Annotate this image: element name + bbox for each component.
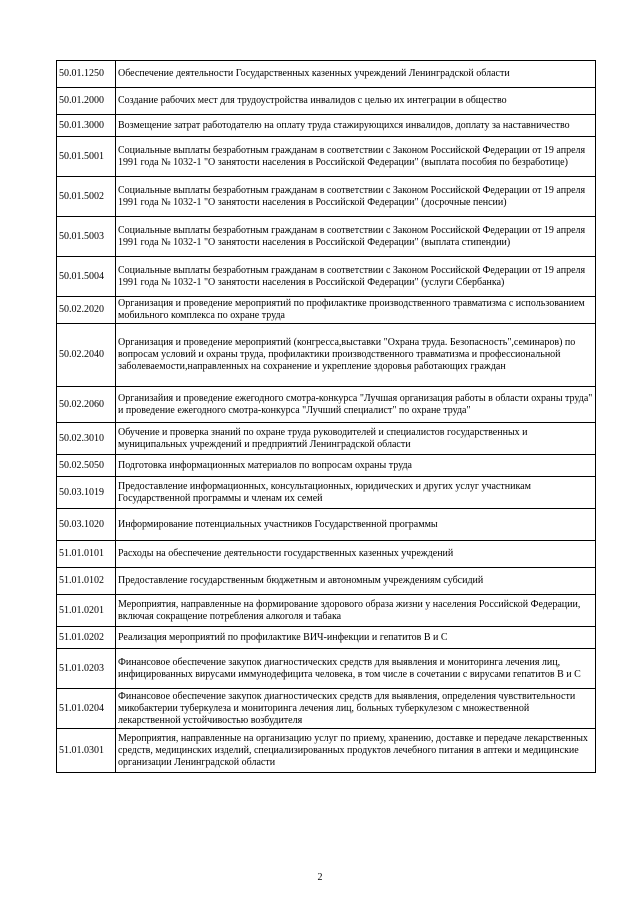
table-row	[57, 423, 596, 455]
table-row	[57, 387, 596, 423]
row-description: Подготовка информационных материалов по вопросам охраны труда	[116, 455, 596, 477]
table-row	[57, 61, 596, 88]
row-description: Реализация мероприятий по профилактике ВИЧ-инфекции и гепатитов В и С	[116, 627, 596, 649]
row-description: Предоставление информационных, консультационных, юридических и других услуг участникам Государственной программы и членам их семей	[116, 477, 596, 509]
row-code: 51.01.0102	[57, 568, 116, 595]
row-description: Предоставление государственным бюджетным и автономным учреждениям субсидий	[116, 568, 596, 595]
table-row	[57, 689, 596, 729]
table-row	[57, 297, 596, 324]
row-code: 50.01.2000	[57, 88, 116, 115]
row-description: Мероприятия, направленные на организацию услуг по приему, хранению, доставке и передаче лекарственных средств, медицинских изделий, специализированных продуктов лечебного питания в аптеки и медицинские организации Ленинградской области	[116, 729, 596, 773]
row-description: Мероприятия, направленные на формирование здорового образа жизни у населения Российской Федерации, включая сокращение потребления алкоголя и табака	[116, 595, 596, 627]
table-row	[57, 541, 596, 568]
row-code: 51.01.0202	[57, 627, 116, 649]
row-code: 50.02.3010	[57, 423, 116, 455]
table-row	[57, 595, 596, 627]
table-row	[57, 257, 596, 297]
table-row	[57, 217, 596, 257]
row-code: 50.03.1020	[57, 509, 116, 541]
table-row	[57, 729, 596, 773]
row-description: Социальные выплаты безработным гражданам в соответствии с Законом Российской Федерации от 19 апреля 1991 года № 1032-1 "О занятости населения в Российской Федерации" (услуги Сбербанка)	[116, 257, 596, 297]
table-row	[57, 568, 596, 595]
table-row	[57, 177, 596, 217]
table-row	[57, 88, 596, 115]
row-code: 50.01.5001	[57, 137, 116, 177]
row-description: Финансовое обеспечение закупок диагностических средств для выявления, определения чувствительности микобактерии туберкулеза и мониторинга лечения лиц, больных туберкулезом с множественной лекарственной устойчивостью возбудителя	[116, 689, 596, 729]
row-description: Информирование потенциальных участников Государственной программы	[116, 509, 596, 541]
budget-codes-table	[56, 60, 596, 773]
table-row	[57, 455, 596, 477]
row-description: Социальные выплаты безработным гражданам в соответствии с Законом Российской Федерации от 19 апреля 1991 года № 1032-1 "О занятости населения в Российской Федерации" (досрочные пенсии)	[116, 177, 596, 217]
row-description: Финансовое обеспечение закупок диагностических средств для выявления и мониторинга лечения лиц, инфицированных вирусами иммунодефицита человека, в том числе в сочетании с вирусами гепатитов В и С	[116, 649, 596, 689]
row-description: Социальные выплаты безработным гражданам в соответствии с Законом Российской Федерации от 19 апреля 1991 года № 1032-1 "О занятости населения в Российской Федерации" (выплата стипендии)	[116, 217, 596, 257]
row-description: Создание рабочих мест для трудоустройства инвалидов с целью их интеграции в общество	[116, 88, 596, 115]
table-row	[57, 137, 596, 177]
row-code: 50.02.2060	[57, 387, 116, 423]
row-code: 50.01.3000	[57, 115, 116, 137]
row-code: 50.01.1250	[57, 61, 116, 88]
row-description: Обеспечение деятельности Государственных казенных учреждений Ленинградской области	[116, 61, 596, 88]
row-description: Расходы на обеспечение деятельности государственных казенных учреждений	[116, 541, 596, 568]
table-row	[57, 509, 596, 541]
table-row	[57, 324, 596, 387]
row-code: 50.02.2020	[57, 297, 116, 324]
table-row	[57, 649, 596, 689]
row-code: 51.01.0204	[57, 689, 116, 729]
row-code: 50.01.5002	[57, 177, 116, 217]
table-row	[57, 627, 596, 649]
row-description: Обучение и проверка знаний по охране труда руководителей и специалистов государственных и муниципальных учреждений и предприятий Ленинградской области	[116, 423, 596, 455]
row-description: Возмещение затрат работодателю на оплату труда стажирующихся инвалидов, доплату за наставничество	[116, 115, 596, 137]
row-code: 50.02.2040	[57, 324, 116, 387]
row-code: 50.01.5003	[57, 217, 116, 257]
row-code: 51.01.0101	[57, 541, 116, 568]
row-code: 51.01.0201	[57, 595, 116, 627]
page-number: 2	[317, 872, 323, 883]
row-code: 51.01.0301	[57, 729, 116, 773]
row-code: 50.02.5050	[57, 455, 116, 477]
table-row	[57, 477, 596, 509]
row-description: Организация и проведение мероприятий по профилактике производственного травматизма с использованием мобильного комплекса по охране труда	[116, 297, 596, 324]
row-code: 50.03.1019	[57, 477, 116, 509]
row-code: 51.01.0203	[57, 649, 116, 689]
row-description: Социальные выплаты безработным гражданам в соответствии с Законом Российской Федерации от 19 апреля 1991 года № 1032-1 "О занятости населения в Российской Федерации" (выплата пособия по безработице)	[116, 137, 596, 177]
row-description: Организация и проведение мероприятий (конгресса,выставки "Охрана труда. Безопасность",семинаров) по вопросам условий и охраны труда, профилактики производственного травматизма и профессиональной заболеваемости,направленных на сохранение и укрепление здоровья работающих граждан	[116, 324, 596, 387]
table-row	[57, 115, 596, 137]
row-description: Организайия и проведение ежегодного смотра-конкурса "Лучшая организация работы в области охраны труда" и проведение ежегодного смотра-конкурса "Лучший специалист" по охране труда"	[116, 387, 596, 423]
row-code: 50.01.5004	[57, 257, 116, 297]
